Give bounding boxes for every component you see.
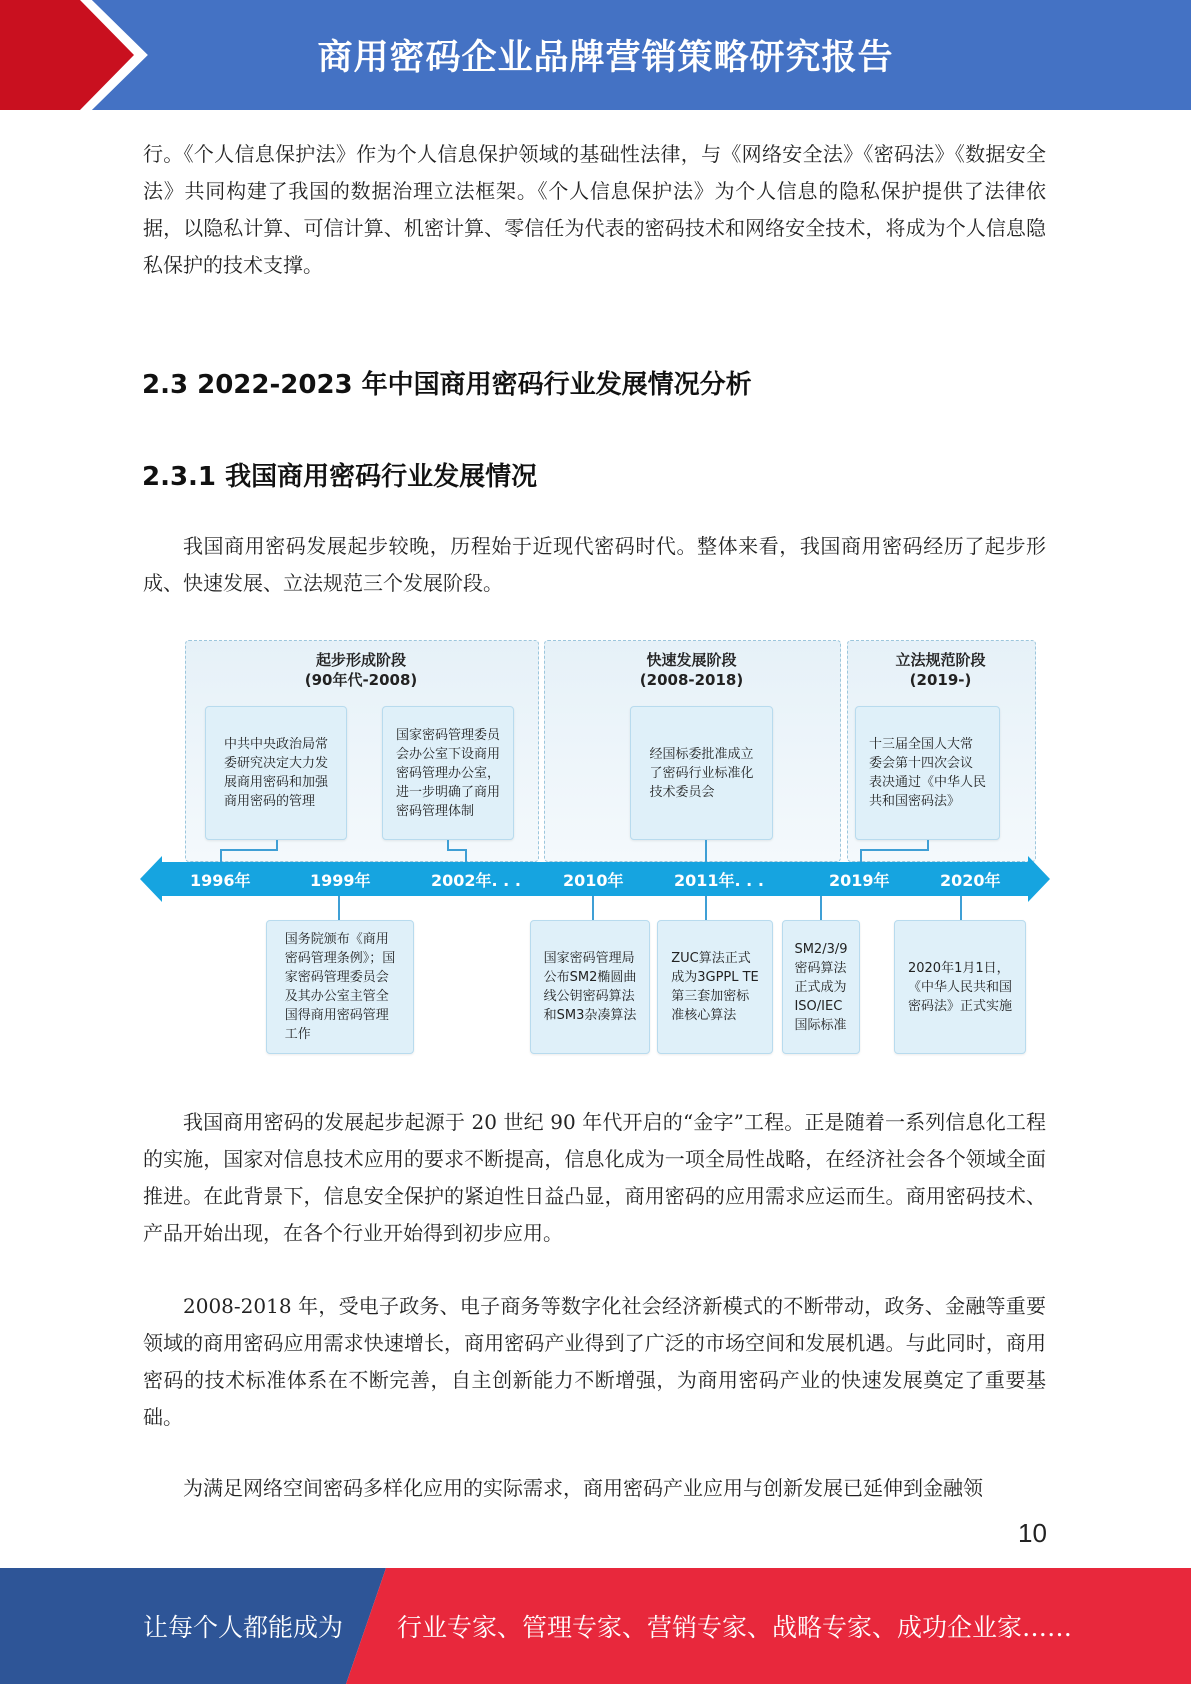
phase-label-formation (185, 650, 537, 690)
paragraph-expansion: 为满足网络空间密码多样化应用的实际需求，商用密码产业应用与创新发展已延伸到金融领 (183, 1476, 983, 1500)
event-box-2011-zuc: ZUC算法正式 成为3GPPL TE 第三套加密标 准核心算法 (657, 920, 773, 1054)
phase-name: 快速发展阶段 (646, 651, 737, 669)
connector-line (592, 896, 594, 920)
section-heading-2-3: 2.3 2022-2023 年中国商用密码行业发展情况分析 (142, 370, 752, 400)
year-label-2010: 2010年 (563, 871, 624, 890)
connector-line (960, 896, 962, 920)
connector-line (465, 849, 467, 862)
year-label-2002: 2002年. . . (431, 871, 521, 890)
connector-line (705, 840, 707, 862)
event-box-1996: 中共中央政治局常 委研究决定大力发 展商用密码和加强 商用密码的管理 (205, 706, 347, 840)
phase-period: (2019-) (909, 671, 972, 689)
footer-slogan-left: 让每个人都能成为 (143, 1613, 344, 1642)
paragraph-rapid-growth: 2008-2018 年，受电子政务、电子商务等数字化社会经济新模式的不断带动，政务、金融等重要领域的商用密码应用需求快速增长，商用密码产业得到了广泛的市场空间和发展机遇。与此同时，商用密码的技术标准体系在不断完善，自主创新能力不断增强，为商用密码产业的快速发展奠定了重要基础。 (143, 1294, 1046, 1429)
phase-period: (2008-2018) (639, 671, 744, 689)
event-box-sm-standard: SM2/3/9 密码算法 正式成为 ISO/IEC 国际标准 (782, 920, 860, 1054)
connector-line (820, 896, 822, 920)
event-box-2002: 国家密码管理委员 会办公室下设商用 密码管理办公室， 进一步明确了商用 密码管理体制 (382, 706, 514, 840)
connector-line (860, 849, 862, 862)
event-box-2019: 十三届全国人大常 委会第十四次会议 表决通过《中华人民 共和国密码法》 (855, 706, 1000, 840)
paragraph-overview: 我国商用密码发展起步较晚，历程始于近现代密码时代。整体来看，我国商用密码经历了起步形成、快速发展、立法规范三个发展阶段。 (143, 534, 1046, 595)
footer-slogan-right: 行业专家、管理专家、营销专家、战略专家、成功企业家…… (397, 1613, 1073, 1642)
phase-name: 起步形成阶段 (315, 651, 406, 669)
phase-label-legislation (847, 650, 1034, 690)
connector-line (338, 896, 340, 920)
phase-period: (90年代-2008) (304, 671, 418, 689)
event-box-2010: 国家密码管理局 公布SM2椭圆曲 线公钥密码算法 和SM3杂凑算法 (530, 920, 650, 1054)
phase-name: 立法规范阶段 (895, 651, 986, 669)
timeline-arrow-right-icon (1028, 856, 1050, 902)
connector-line (705, 896, 707, 920)
event-box-2020: 2020年1月1日， 《中华人民共和国 密码法》正式实施 (894, 920, 1026, 1054)
paragraph-origin: 我国商用密码的发展起步起源于 20 世纪 90 年代开启的“金字”工程。正是随着一系列信息化工程的实施，国家对信息技术应用的要求不断提高，信息化成为一项全局性战略，在经济社会各个领域全面推进。在此背景下，信息安全保护的紧迫性日益凸显，商用密码的应用需求应运而生。商用密码技术、产品开始出现，在各个行业开始得到初步应用。 (143, 1110, 1046, 1245)
connector-line (447, 849, 467, 851)
event-box-2011: 经国标委批准成立 了密码行业标准化 技术委员会 (630, 706, 773, 840)
year-label-2011: 2011年. . . (674, 871, 764, 890)
report-header (0, 0, 1191, 110)
section-heading-2-3-1: 2.3.1 我国商用密码行业发展情况 (142, 462, 538, 492)
connector-line (860, 849, 929, 851)
connector-line (220, 849, 222, 862)
year-label-1996: 1996年 (190, 871, 251, 890)
connector-line (220, 849, 278, 851)
development-timeline-figure (140, 630, 1050, 1060)
event-box-1999: 国务院颁布《商用 密码管理条例》；国 家密码管理委员会 及其办公室主管全 国得商用密码管理 工作 (266, 920, 414, 1054)
timeline-arrow-left-icon (140, 856, 162, 902)
report-footer (0, 1568, 1191, 1684)
year-label-1999: 1999年 (310, 871, 371, 890)
year-label-2020: 2020年 (940, 871, 1001, 890)
paragraph-intro: 行。《个人信息保护法》作为个人信息保护领域的基础性法律，与《网络安全法》《密码法》《数据安全法》共同构建了我国的数据治理立法框架。《个人信息保护法》为个人信息的隐私保护提供了法律依据，以隐私计算、可信计算、机密计算、零信任为代表的密码技术和网络安全技术，将成为个人信息隐私保护的技术支撑。 (143, 142, 1046, 277)
phase-label-rapid-growth (544, 650, 839, 690)
page-number: 10 (1018, 1518, 1047, 1548)
report-title: 商用密码企业品牌营销策略研究报告 (317, 38, 894, 78)
year-label-2019: 2019年 (829, 871, 890, 890)
